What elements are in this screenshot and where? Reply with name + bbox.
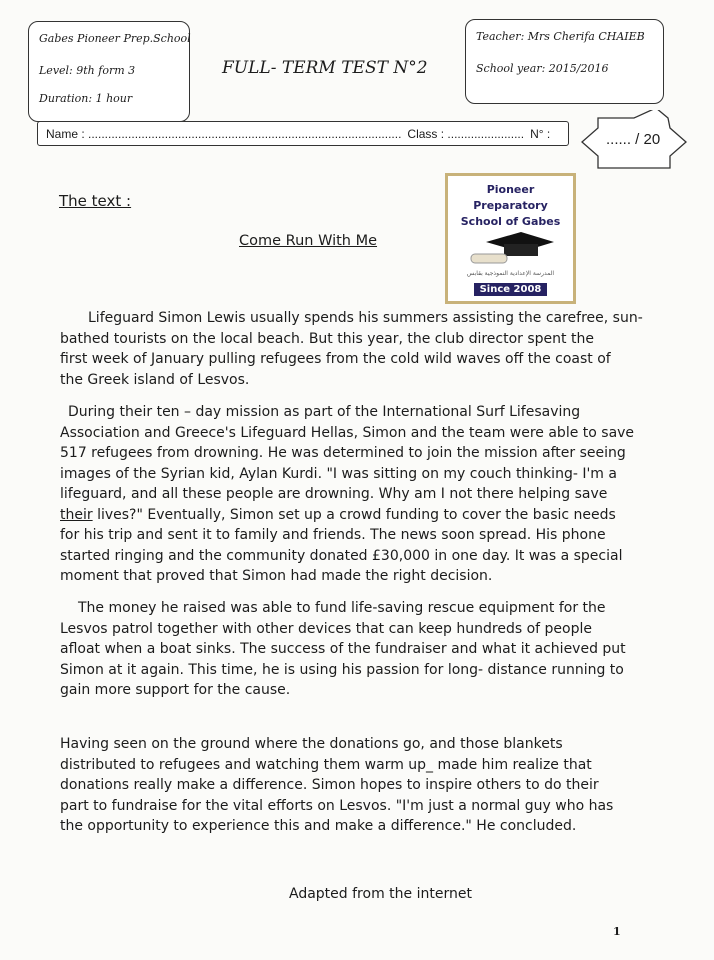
paragraph-3: The money he raised was able to fund life-saving rescue equipment for the Lesvos patrol together with other devices that can keep hundreds of people afloat when a boat sinks. The success of the fundraiser and what it achieved put Simon at it again. This time, he is using his passion for long- distance running to gain more support for the cause. <box>60 600 626 698</box>
number-field[interactable]: N° : <box>530 126 551 141</box>
student-info-bar <box>37 121 569 146</box>
paragraph-1: Lifeguard Simon Lewis usually spends his summers assisting the carefree, sun- bathed tourists on the local beach. But this year, the club director spent the first week of January pulling refugees from the cold wild waves off the coast of the Greek island of Lesvos. <box>60 310 643 388</box>
text-title: Come Run With Me <box>239 233 378 249</box>
teacher-info-box <box>465 19 664 104</box>
teacher: Teacher: Mrs Cherifa CHAIEB <box>476 30 645 43</box>
level: Level: 9th form 3 <box>39 64 136 77</box>
logo-name: Pioneer Preparatory School of Gabes <box>460 183 561 228</box>
page-number: 1 <box>613 925 621 938</box>
paragraph-2: During their ten – day mission as part of the International Surf Lifesaving Association and Greece's Lifeguard Hellas, Simon and the team were able to save 517 refugees from drowning. He was determined to join the mission after seeing images of the Syrian kid, Aylan Kurdi. "I was sitting on my couch thinking- I'm a lifeguard, and all these people are drowning. Why am I not there helping save their lives?" Eventually, Simon set up a crowd funding to cover the basic needs for his trip and sent it to family and friends. The news soon spread. His phone started ringing and the community donated £30,000 in one day. It was a special moment that proved that Simon had made the right decision. <box>60 404 635 584</box>
underlined-word: their <box>60 506 93 523</box>
school-info-box <box>28 21 190 122</box>
graduation-cap-icon <box>466 230 556 266</box>
paragraph-4: Having seen on the ground where the donations go, and those blankets distributed to refugees and watching them warm up_ made him realize that donations really make a difference. Simon hopes to inspire others to do their part to fundraise for the vital efforts on Lesvos. "I'm just a normal guy who has the opportunity to experience this and make a difference." He concluded. <box>60 736 614 834</box>
test-title: FULL- TERM TEST N°2 <box>222 58 428 78</box>
duration: Duration: 1 hour <box>39 92 133 105</box>
school-name: Gabes Pioneer Prep.School <box>39 32 191 45</box>
school-year: School year: 2015/2016 <box>476 62 609 75</box>
school-logo <box>445 173 576 304</box>
class-field[interactable]: Class : ....................... <box>407 126 525 141</box>
logo-arabic: المدرسة الإعدادية النموذجية بقابس <box>466 270 555 277</box>
source-note: Adapted from the internet <box>289 886 472 902</box>
section-heading: The text : <box>59 192 132 210</box>
score-field[interactable]: ...... / 20 <box>606 131 661 148</box>
score-badge <box>578 110 690 174</box>
logo-since: Since 2008 <box>474 283 548 296</box>
name-field[interactable]: Name : .............................................................................................. <box>46 126 402 141</box>
